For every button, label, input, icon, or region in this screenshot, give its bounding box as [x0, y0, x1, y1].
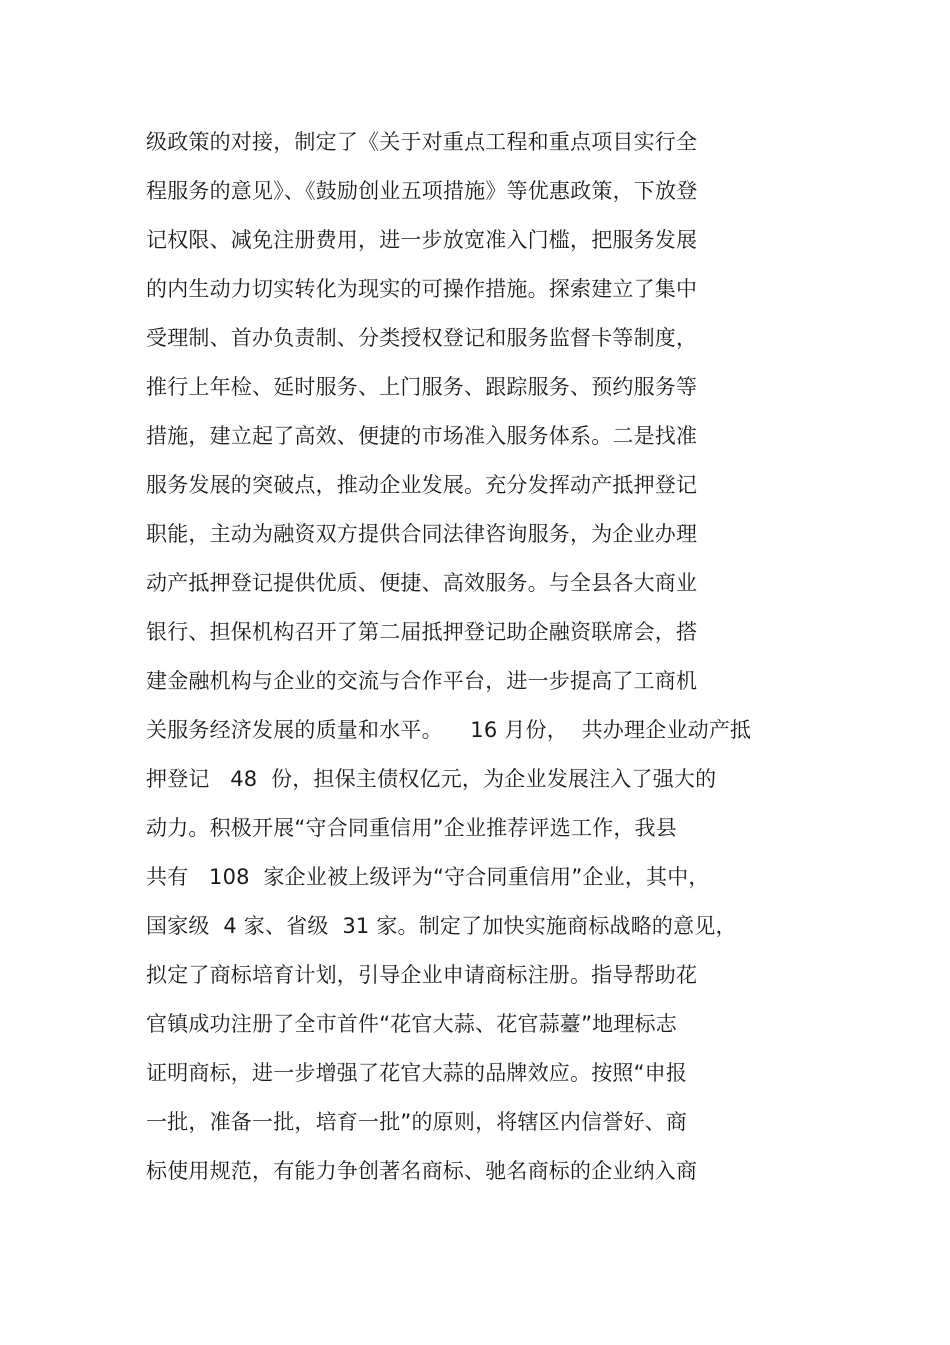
text-line-18: 拟定了商标培育计划，引导企业申请商标注册。指导帮助花 [146, 963, 698, 987]
text-line-5: 受理制、首办负责制、分类授权登记和服务监督卡等制度， [146, 326, 698, 350]
text-line-17: 国家级 4 家、省级 31 家。制定了加快实施商标战略的意见， [146, 914, 737, 938]
text-line-8: 服务发展的突破点，推动企业发展。充分发挥动产抵押登记 [146, 473, 698, 497]
text-line-11: 银行、担保机构召开了第二届抵押登记助企融资联席会，搭 [146, 620, 698, 644]
text-line-2: 程服务的意见》、《鼓励创业五项措施》等优惠政策，下放登 [146, 179, 698, 203]
text-line-6: 推行上年检、延时服务、上门服务、跟踪服务、预约服务等 [146, 375, 698, 399]
text-line-3: 记权限、减免注册费用，进一步放宽准入门槛，把服务发展 [146, 228, 698, 252]
text-line-10: 动产抵押登记提供优质、便捷、高效服务。与全县各大商业 [146, 571, 698, 595]
text-line-7: 措施，建立起了高效、便捷的市场准入服务体系。二是找准 [146, 424, 698, 448]
body-text [146, 122, 846, 1200]
text-line-22: 标使用规范，有能力争创著名商标、驰名商标的企业纳入商 [146, 1159, 698, 1183]
text-line-4: 的内生动力切实转化为现实的可操作措施。探索建立了集中 [146, 277, 698, 301]
text-line-1: 级政策的对接，制定了《关于对重点工程和重点项目实行全 [146, 130, 698, 154]
text-line-13: 关服务经济发展的质量和水平。 16 月份， 共办理企业动产抵 [146, 718, 752, 742]
text-line-15: 动力。积极开展“守合同重信用”企业推荐评选工作，我县 [146, 816, 677, 840]
text-line-14: 押登记 48 份，担保主债权亿元，为企业发展注入了强大的 [146, 767, 717, 791]
text-line-12: 建金融机构与企业的交流与合作平台，进一步提高了工商机 [146, 669, 698, 693]
text-line-16: 共有 108 家企业被上级评为“守合同重信用”企业，其中， [146, 865, 710, 889]
text-line-9: 职能，主动为融资双方提供合同法律咨询服务，为企业办理 [146, 522, 698, 546]
text-line-20: 证明商标，进一步增强了花官大蒜的品牌效应。按照“申报 [146, 1061, 688, 1085]
text-line-19: 官镇成功注册了全市首件“花官大蒜、花官蒜薹”地理标志 [146, 1012, 677, 1036]
text-line-21: 一批，准备一批，培育一批”的原则，将辖区内信誉好、商 [146, 1110, 688, 1134]
